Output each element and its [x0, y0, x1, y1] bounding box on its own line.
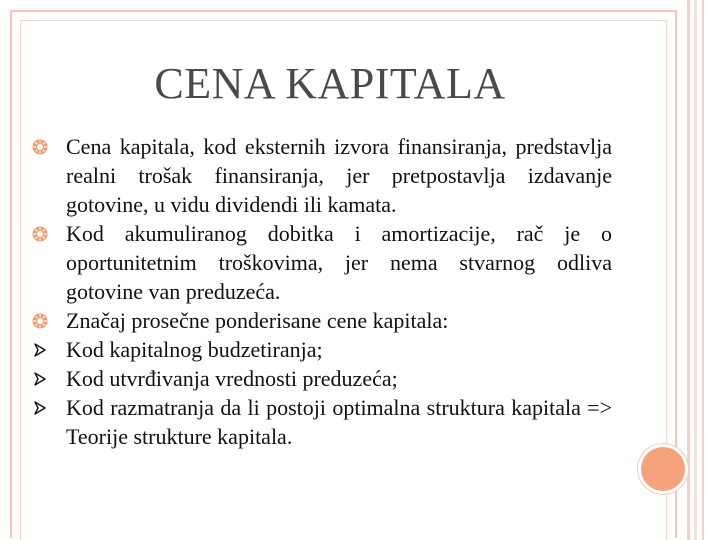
list-item-text: Kod akumuliranog dobitka i amortizacije, rač je o oportunitetnim troškovima, jer nema stvarnog odliva gotovine van preduzeća. [66, 221, 612, 304]
arrow-bullet-icon [32, 342, 48, 358]
list-item-text: Kod kapitalnog budzetiranja; [66, 337, 323, 362]
decorative-bar [687, 0, 690, 540]
list-item-text: Cena kapitala, kod eksternih izvora finansiranja, predstavlja realni trošak finansiranja, jer pretpostavlja izdavanje gotovine, u vidu dividendi ili kamata. [66, 134, 612, 217]
list-item-text: Značaj prosečne ponderisane cene kapitala: [66, 308, 449, 333]
bullet-list [32, 132, 612, 451]
arrow-bullet-icon [32, 371, 48, 387]
list-item [32, 132, 612, 219]
decorative-bar [702, 0, 704, 540]
list-item [32, 393, 612, 451]
decorative-bar [694, 0, 697, 540]
list-item-text: Kod razmatranja da li postoji optimalna struktura kapitala => Teorije strukture kapitala. [66, 395, 612, 449]
list-item [32, 306, 612, 335]
arrow-bullet-icon [32, 400, 48, 416]
slide-title: CENA KAPITALA [154, 59, 506, 108]
list-item [32, 364, 612, 393]
sun-bullet-icon [32, 139, 48, 155]
list-item-text: Kod utvrđivanja vrednosti preduzeća; [66, 366, 398, 391]
list-item [32, 335, 612, 364]
sun-bullet-icon [32, 313, 48, 329]
decorative-circle [641, 447, 685, 491]
sun-bullet-icon [32, 226, 48, 242]
list-item [32, 219, 612, 306]
